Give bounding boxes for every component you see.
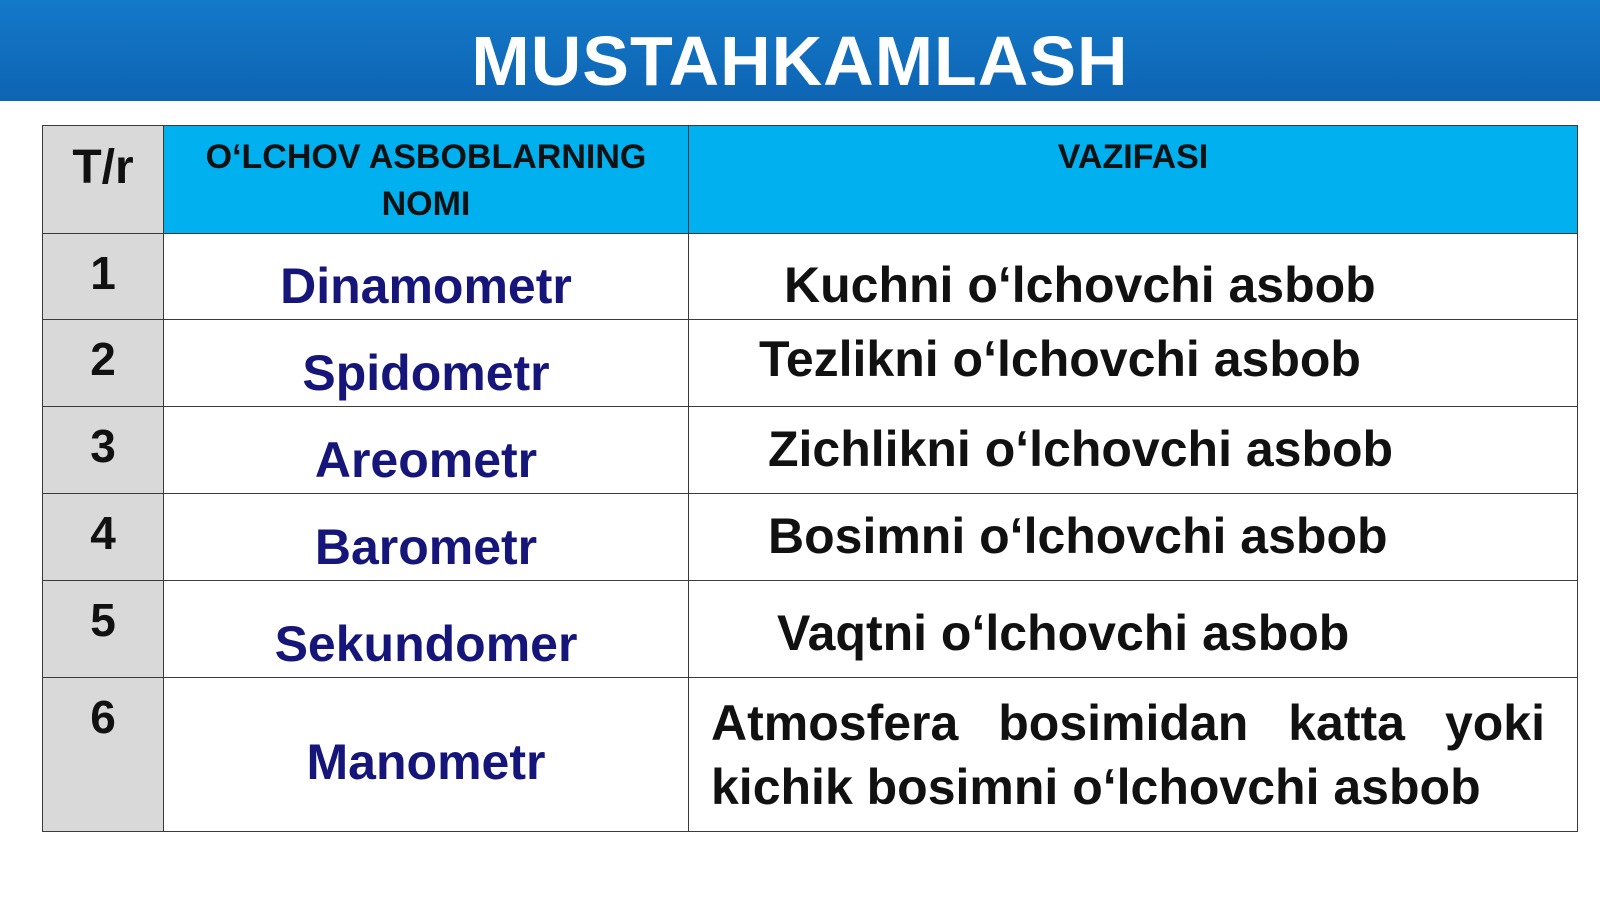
table-header-row [43,126,1578,234]
instrument-function: Zichlikni o‘lchovchi asbob [689,407,1578,494]
instrument-function: Bosimni o‘lchovchi asbob [689,494,1578,581]
instrument-name: Sekundomer [164,581,689,678]
column-header-number: T/r [43,126,164,234]
column-header-name: O‘LCHOV ASBOBLARNING NOMI [164,126,689,234]
table-row [43,407,1578,494]
instrument-name: Barometr [164,494,689,581]
page-title: MUSTAHKAMLASH [471,22,1129,100]
row-number: 6 [43,678,164,832]
row-number: 5 [43,581,164,678]
table-row [43,234,1578,320]
row-number: 4 [43,494,164,581]
instrument-name: Manometr [164,678,689,832]
row-number: 1 [43,234,164,320]
instrument-name: Dinamometr [164,234,689,320]
table-row [43,320,1578,407]
column-header-function: VAZIFASI [689,126,1578,234]
table-row [43,494,1578,581]
table-row [43,581,1578,678]
instrument-function: Tezlikni o‘lchovchi asbob [689,320,1578,407]
table-row [43,678,1578,832]
instruments-table [42,125,1578,832]
instrument-name: Spidometr [164,320,689,407]
instrument-function: Atmosfera bosimidan katta yoki kichik bosimni o‘lchovchi asbob [689,678,1578,832]
row-number: 2 [43,320,164,407]
instrument-name: Areometr [164,407,689,494]
instrument-function: Kuchni o‘lchovchi asbob [689,234,1578,320]
instrument-function: Vaqtni o‘lchovchi asbob [689,581,1578,678]
row-number: 3 [43,407,164,494]
